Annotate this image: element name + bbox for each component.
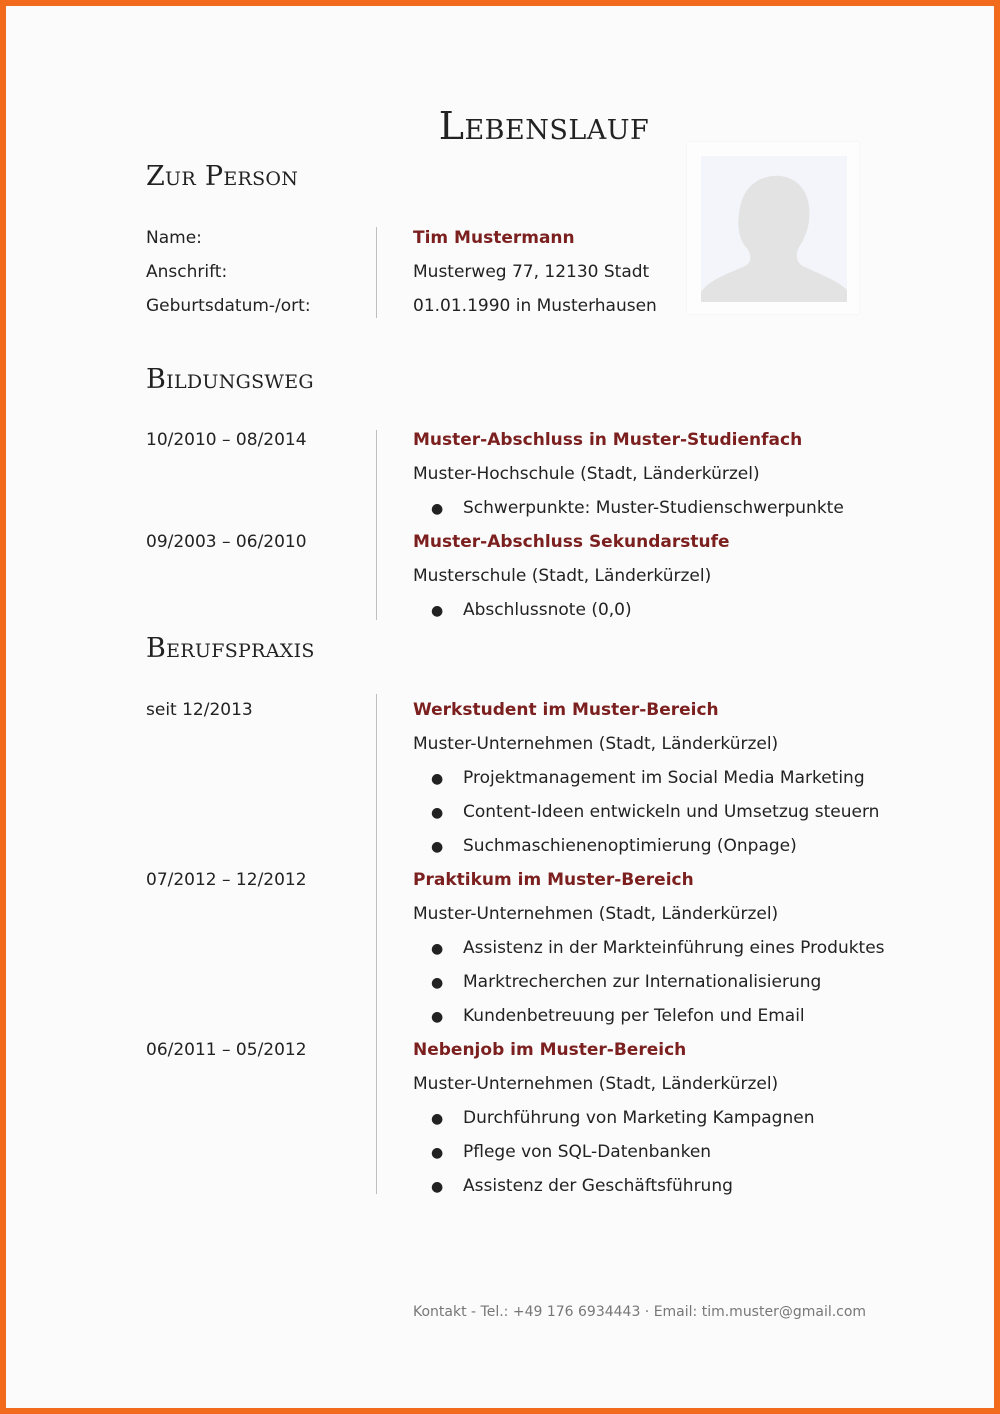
experience-company: Muster-Unternehmen (Stadt, Länderkürzel) [413, 1074, 779, 1094]
birth-label: Geburtsdatum-/ort: [146, 296, 311, 316]
education-institution: Muster-Hochschule (Stadt, Länderkürzel) [413, 464, 760, 484]
experience-position: Nebenjob im Muster-Bereich [413, 1040, 687, 1060]
list-item: ● Assistenz in der Markteinführung eines Produktes [431, 938, 885, 958]
divider-education [376, 430, 377, 620]
list-item: ● Suchmaschienenoptimierung (Onpage) [431, 836, 797, 856]
list-item: ● Durchführung von Marketing Kampagnen [431, 1108, 815, 1128]
name-value: Tim Mustermann [413, 228, 575, 248]
experience-company: Muster-Unternehmen (Stadt, Länderkürzel) [413, 904, 779, 924]
education-period: 10/2010 – 08/2014 [146, 430, 307, 450]
education-degree: Muster-Abschluss Sekundarstufe [413, 532, 730, 552]
list-item: ● Projektmanagement im Social Media Marketing [431, 768, 865, 788]
section-title-experience: Berufspraxis [146, 633, 315, 664]
list-item: ● Marktrecherchen zur Internationalisierung [431, 972, 822, 992]
experience-position: Praktikum im Muster-Bereich [413, 870, 694, 890]
list-item: ● Schwerpunkte: Muster-Studienschwerpunkte [431, 498, 844, 518]
experience-company: Muster-Unternehmen (Stadt, Länderkürzel) [413, 734, 779, 754]
education-period: 09/2003 – 06/2010 [146, 532, 307, 552]
divider-person [376, 227, 377, 318]
list-item: ● Content-Ideen entwickeln und Umsetzug steuern [431, 802, 880, 822]
list-item: ● Kundenbetreuung per Telefon und Email [431, 1006, 805, 1026]
education-degree: Muster-Abschluss in Muster-Studienfach [413, 430, 803, 450]
list-item: ● Abschlussnote (0,0) [431, 600, 632, 620]
experience-period: 06/2011 – 05/2012 [146, 1040, 307, 1060]
experience-position: Werkstudent im Muster-Bereich [413, 700, 719, 720]
experience-period: seit 12/2013 [146, 700, 253, 720]
experience-period: 07/2012 – 12/2012 [146, 870, 307, 890]
list-item: ● Assistenz der Geschäftsführung [431, 1176, 733, 1196]
document-title: Lebenslauf [438, 104, 650, 148]
section-title-education: Bildungsweg [146, 364, 314, 395]
section-title-person: Zur Person [146, 161, 299, 192]
address-value: Musterweg 77, 12130 Stadt [413, 262, 650, 282]
contact-footer: Kontakt - Tel.: +49 176 6934443 · Email: tim.muster@gmail.com [413, 1304, 867, 1320]
education-institution: Musterschule (Stadt, Länderkürzel) [413, 566, 712, 586]
address-label: Anschrift: [146, 262, 228, 282]
list-item: ● Pflege von SQL-Datenbanken [431, 1142, 712, 1162]
person-silhouette-icon [701, 156, 847, 302]
name-label: Name: [146, 228, 202, 248]
birth-value: 01.01.1990 in Musterhausen [413, 296, 657, 316]
divider-experience [376, 694, 377, 1194]
